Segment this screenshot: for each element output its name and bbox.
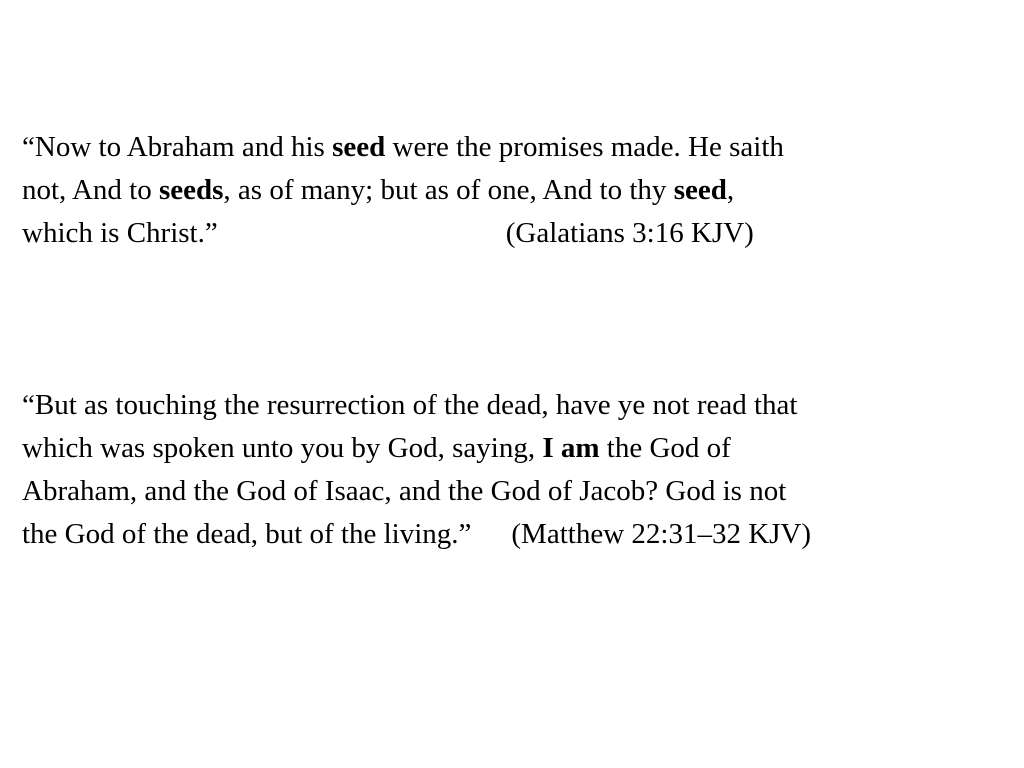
passage-text: “Now to Abraham and his <box>22 131 333 163</box>
passage-text: which was spoken unto you by God, saying, <box>22 432 543 464</box>
scripture-reference: (Matthew 22:31–32 KJV) <box>511 518 812 550</box>
passage-text: which is Christ.” <box>22 217 218 249</box>
emphasized-word: seed <box>332 131 386 163</box>
passage-line <box>22 126 1002 169</box>
passage-line <box>22 169 1002 212</box>
passage-line <box>22 427 1002 470</box>
emphasized-word: seed <box>673 174 727 206</box>
passage-text: “But as touching the resurrection of the dead, have ye not read that <box>22 389 798 421</box>
passage-text: , as of many; but as of one, And to thy <box>223 174 674 206</box>
passage-line <box>22 212 1002 255</box>
emphasized-word: I am <box>542 432 600 464</box>
passage-text: were the promises made. He saith <box>385 131 784 163</box>
passage-line <box>22 513 1002 556</box>
passage-line <box>22 384 1002 427</box>
emphasized-word: seeds <box>158 174 224 206</box>
scripture-passage-matthew <box>22 384 1002 556</box>
passage-text: not, And to <box>22 174 159 206</box>
passage-text: the God of the dead, but of the living.” <box>22 518 472 550</box>
passage-text: , <box>726 174 735 206</box>
scripture-reference: (Galatians 3:16 KJV) <box>505 217 754 249</box>
passage-line <box>22 470 1002 513</box>
scripture-passage-galatians <box>22 126 1002 255</box>
passage-text: Abraham, and the God of Isaac, and the God of Jacob? God is not <box>22 475 787 507</box>
passage-text: the God of <box>599 432 731 464</box>
